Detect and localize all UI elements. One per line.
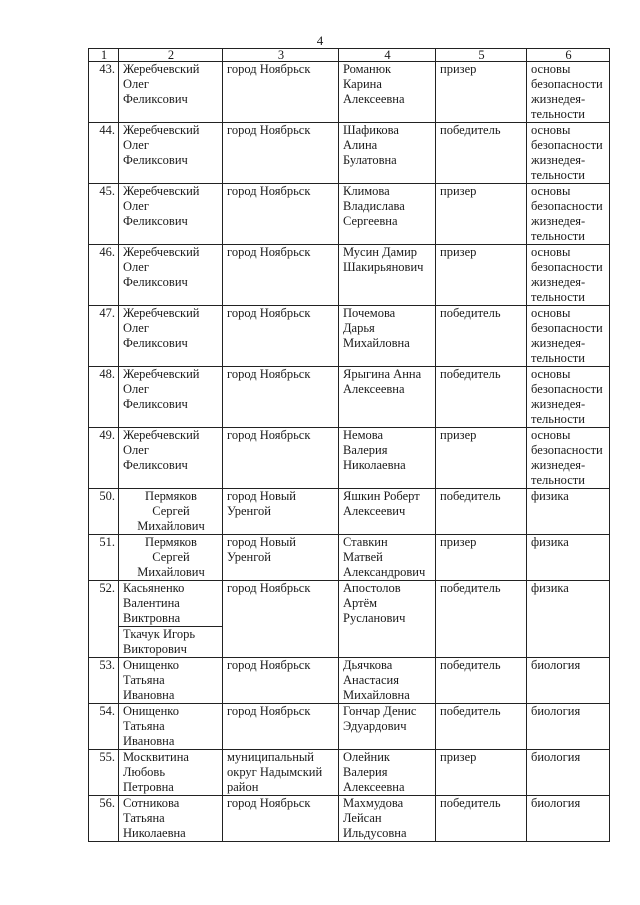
result-status: победитель [436, 581, 527, 658]
teacher-name: Пермяков Сергей Михайлович [119, 489, 223, 535]
teacher-name: Жеребчевский Олег Феликсович [119, 184, 223, 245]
table-row [89, 123, 610, 184]
subject: физика [527, 581, 610, 658]
student-name: Махмудова Лейсан Ильдусовна [339, 796, 436, 842]
table-row [89, 367, 610, 428]
table-row [89, 62, 610, 123]
column-header: 4 [339, 49, 436, 62]
subject: основы безопасности жизнедея- тельности [527, 245, 610, 306]
teacher-name: Сотникова Татьяна Николаевна [119, 796, 223, 842]
page-number: 4 [316, 33, 324, 48]
subject: биология [527, 750, 610, 796]
subject: биология [527, 704, 610, 750]
student-name: Мусин Дамир Шакирьянович [339, 245, 436, 306]
student-name: Олейник Валерия Алексеевна [339, 750, 436, 796]
row-number: 50. [89, 489, 119, 535]
row-number: 56. [89, 796, 119, 842]
table-row [89, 306, 610, 367]
results-table [88, 48, 610, 842]
teacher-name: Жеребчевский Олег Феликсович [119, 306, 223, 367]
subject: физика [527, 535, 610, 581]
teacher-name: Пермяков Сергей Михайлович [119, 535, 223, 581]
table-row [89, 245, 610, 306]
result-status: победитель [436, 123, 527, 184]
student-name: Немова Валерия Николаевна [339, 428, 436, 489]
student-name: Яшкин Роберт Алексеевич [339, 489, 436, 535]
row-number: 43. [89, 62, 119, 123]
table-row [89, 796, 610, 842]
result-status: призер [436, 535, 527, 581]
student-name: Романюк Карина Алексеевна [339, 62, 436, 123]
row-number: 47. [89, 306, 119, 367]
municipality: город Ноябрьск [223, 704, 339, 750]
municipality: город Ноябрьск [223, 796, 339, 842]
teacher-name: Онищенко Татьяна Ивановна [119, 704, 223, 750]
column-header: 3 [223, 49, 339, 62]
row-number: 45. [89, 184, 119, 245]
result-status: победитель [436, 306, 527, 367]
municipality: город Ноябрьск [223, 658, 339, 704]
table-header-row [89, 49, 610, 62]
table-row [89, 750, 610, 796]
result-status: победитель [436, 367, 527, 428]
municipality: город Ноябрьск [223, 428, 339, 489]
teacher-name: Жеребчевский Олег Феликсович [119, 123, 223, 184]
column-header: 5 [436, 49, 527, 62]
table-row [89, 658, 610, 704]
subject: биология [527, 796, 610, 842]
table-row [89, 535, 610, 581]
subject: основы безопасности жизнедея- тельности [527, 428, 610, 489]
row-number: 52. [89, 581, 119, 658]
student-name: Почемова Дарья Михайловна [339, 306, 436, 367]
result-status: призер [436, 62, 527, 123]
table-row [89, 581, 610, 627]
teacher-name: Жеребчевский Олег Феликсович [119, 428, 223, 489]
result-status: призер [436, 245, 527, 306]
subject: основы безопасности жизнедея- тельности [527, 123, 610, 184]
municipality: город Ноябрьск [223, 123, 339, 184]
subject: физика [527, 489, 610, 535]
municipality: муниципальный округ Надымский район [223, 750, 339, 796]
table-row [89, 184, 610, 245]
teacher-name: Жеребчевский Олег Феликсович [119, 62, 223, 123]
row-number: 49. [89, 428, 119, 489]
row-number: 48. [89, 367, 119, 428]
table-row [89, 489, 610, 535]
teacher-name: Жеребчевский Олег Феликсович [119, 245, 223, 306]
teacher-name: Касьяненко Валентина Виктровна [119, 581, 223, 627]
teacher-name: Жеребчевский Олег Феликсович [119, 367, 223, 428]
column-header: 2 [119, 49, 223, 62]
subject: биология [527, 658, 610, 704]
result-status: победитель [436, 796, 527, 842]
table-row [89, 704, 610, 750]
row-number: 55. [89, 750, 119, 796]
student-name: Климова Владислава Сергеевна [339, 184, 436, 245]
student-name: Ярыгина Анна Алексеевна [339, 367, 436, 428]
result-status: призер [436, 750, 527, 796]
table-row [89, 428, 610, 489]
student-name: Ставкин Матвей Александрович [339, 535, 436, 581]
subject: основы безопасности жизнедея- тельности [527, 62, 610, 123]
municipality: город Ноябрьск [223, 367, 339, 428]
result-status: победитель [436, 704, 527, 750]
municipality: город Ноябрьск [223, 184, 339, 245]
municipality: город Ноябрьск [223, 306, 339, 367]
municipality: город Новый Уренгой [223, 535, 339, 581]
municipality: город Ноябрьск [223, 581, 339, 658]
column-header: 1 [89, 49, 119, 62]
teacher-name: Онищенко Татьяна Ивановна [119, 658, 223, 704]
teacher-name: Москвитина Любовь Петровна [119, 750, 223, 796]
result-status: призер [436, 428, 527, 489]
student-name: Шафикова Алина Булатовна [339, 123, 436, 184]
municipality: город Новый Уренгой [223, 489, 339, 535]
municipality: город Ноябрьск [223, 62, 339, 123]
student-name: Дьячкова Анастасия Михайловна [339, 658, 436, 704]
row-number: 44. [89, 123, 119, 184]
student-name: Апостолов Артём Русланович [339, 581, 436, 658]
row-number: 46. [89, 245, 119, 306]
student-name: Гончар Денис Эдуардович [339, 704, 436, 750]
subject: основы безопасности жизнедея- тельности [527, 367, 610, 428]
result-status: призер [436, 184, 527, 245]
subject: основы безопасности жизнедея- тельности [527, 184, 610, 245]
teacher-name: Ткачук Игорь Викторович [119, 627, 223, 658]
row-number: 51. [89, 535, 119, 581]
result-status: победитель [436, 489, 527, 535]
row-number: 54. [89, 704, 119, 750]
subject: основы безопасности жизнедея- тельности [527, 306, 610, 367]
municipality: город Ноябрьск [223, 245, 339, 306]
result-status: победитель [436, 658, 527, 704]
row-number: 53. [89, 658, 119, 704]
column-header: 6 [527, 49, 610, 62]
